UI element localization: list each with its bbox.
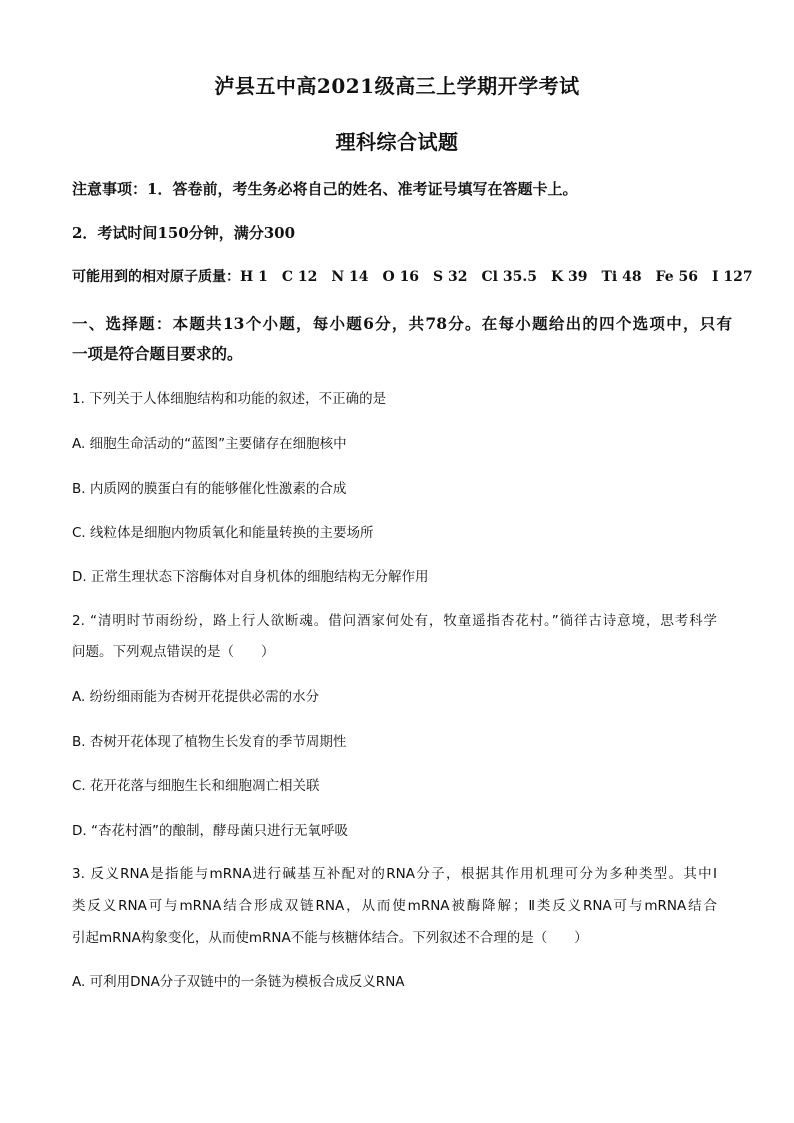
exam-subtitle: 理科综合试题 xyxy=(335,130,459,154)
question-2-option-c: C. 花开花落与细胞生长和细胞凋亡相关联 xyxy=(72,778,320,794)
question-2-stem-line-2: 问题。下列观点错误的是（ ） xyxy=(72,644,275,660)
question-3-stem-line-2: 类反义RNA可与mRNA结合形成双链RNA，从而使mRNA被酶降解；Ⅱ类反义RNA可与mRNA结合 xyxy=(72,898,717,914)
question-3-stem-line-1: 3. 反义RNA是指能与mRNA进行碱基互补配对的RNA分子，根据其作用机理可分为多种类型。其中Ⅰ xyxy=(72,866,717,882)
exam-title: 泸县五中高2021级高三上学期开学考试 xyxy=(214,74,580,98)
notes-line-1: 注意事项：1．答卷前，考生务必将自己的姓名、准考证号填写在答题卡上。 xyxy=(72,180,578,198)
section-heading-line-1: 一、选择题：本题共13个小题，每小题6分，共78分。在每小题给出的四个选项中，只有 xyxy=(72,314,732,333)
question-2-stem-line-1: 2. “清明时节雨纷纷，路上行人欲断魂。借问酒家何处有，牧童遥指杏花村。”徜徉古诗意境，思考科学 xyxy=(72,613,717,629)
question-3-option-a: A. 可利用DNA分子双链中的一条链为模板合成反义RNA xyxy=(72,974,405,990)
question-2-option-a: A. 纷纷细雨能为杏树开花提供必需的水分 xyxy=(72,689,320,705)
notes-line-2: 2．考试时间150分钟，满分300 xyxy=(72,224,296,242)
question-1-option-d: D. 正常生理状态下溶酶体对自身机体的细胞结构无分解作用 xyxy=(72,569,429,585)
question-1-stem: 1. 下列关于人体细胞结构和功能的叙述，不正确的是 xyxy=(72,391,387,407)
section-heading-line-2: 一项是符合题目要求的。 xyxy=(72,344,243,363)
question-2-option-b: B. 杏树开花体现了植物生长发育的季节周期性 xyxy=(72,734,347,750)
atomic-mass-line: 可能用到的相对原子质量：H 1 C 12 N 14 O 16 S 32 Cl 35.5 K 39 Ti 48 Fe 56 I 127 xyxy=(72,269,753,285)
question-1-option-b: B. 内质网的膜蛋白有的能够催化性激素的合成 xyxy=(72,481,347,497)
question-1-option-a: A. 细胞生命活动的“蓝图”主要储存在细胞核中 xyxy=(72,436,347,452)
question-1-option-c: C. 线粒体是细胞内物质氧化和能量转换的主要场所 xyxy=(72,525,374,541)
question-3-stem-line-3: 引起mRNA构象变化，从而使mRNA不能与核糖体结合。下列叙述不合理的是（ ） xyxy=(72,930,588,946)
question-2-option-d: D. “杏花村酒”的酿制，酵母菌只进行无氧呼吸 xyxy=(72,823,348,839)
